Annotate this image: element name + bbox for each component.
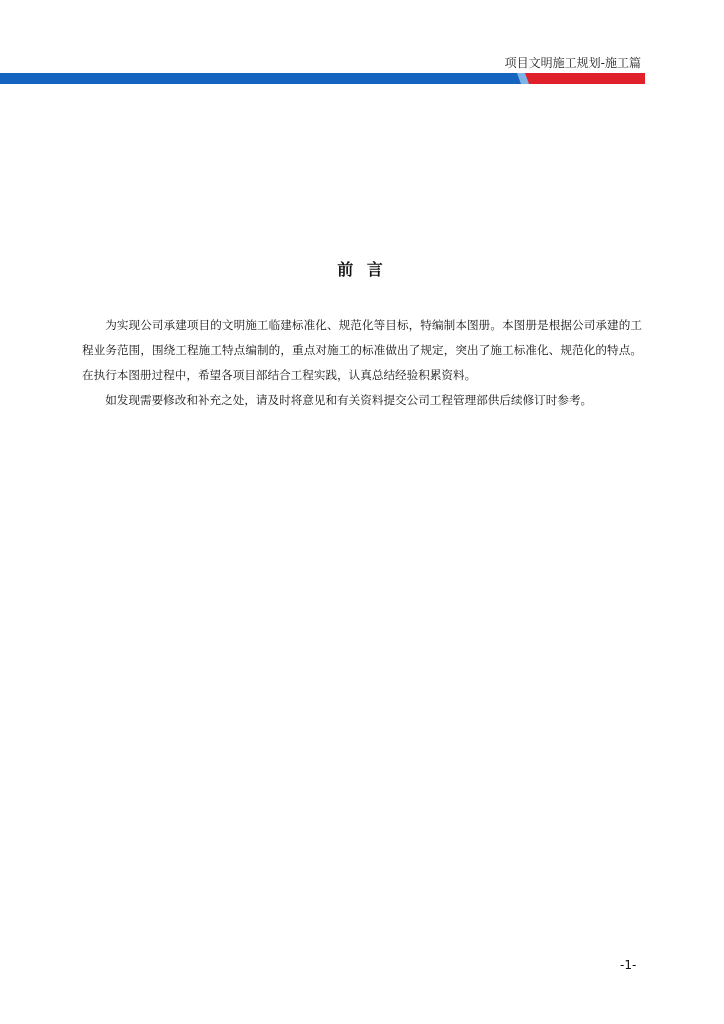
header-title: 项目文明施工规划-施工篇 [504,56,641,70]
body-text [82,313,642,413]
page-heading: 前 言 [337,260,387,279]
page-number: -1- [620,958,637,972]
header-bar-blue [0,73,526,84]
header-bar-red [525,73,645,84]
paragraph-2: 如发现需要修改和补充之处，请及时将意见和有关资料提交公司工程管理部供后续修订时参考。 [105,393,593,407]
paragraph-1: 为实现公司承建项目的文明施工临建标准化、规范化等目标，特编制本图册。本图册是根据公司承建的工程业务范围，围绕工程施工特点编制的，重点对施工的标准做出了规定，突出了施工标准化、规范化的特点。在执行本图册过程中，希望各项目部结合工程实践，认真总结经验积累资料。 [82,318,642,382]
header-color-bar [0,73,645,84]
